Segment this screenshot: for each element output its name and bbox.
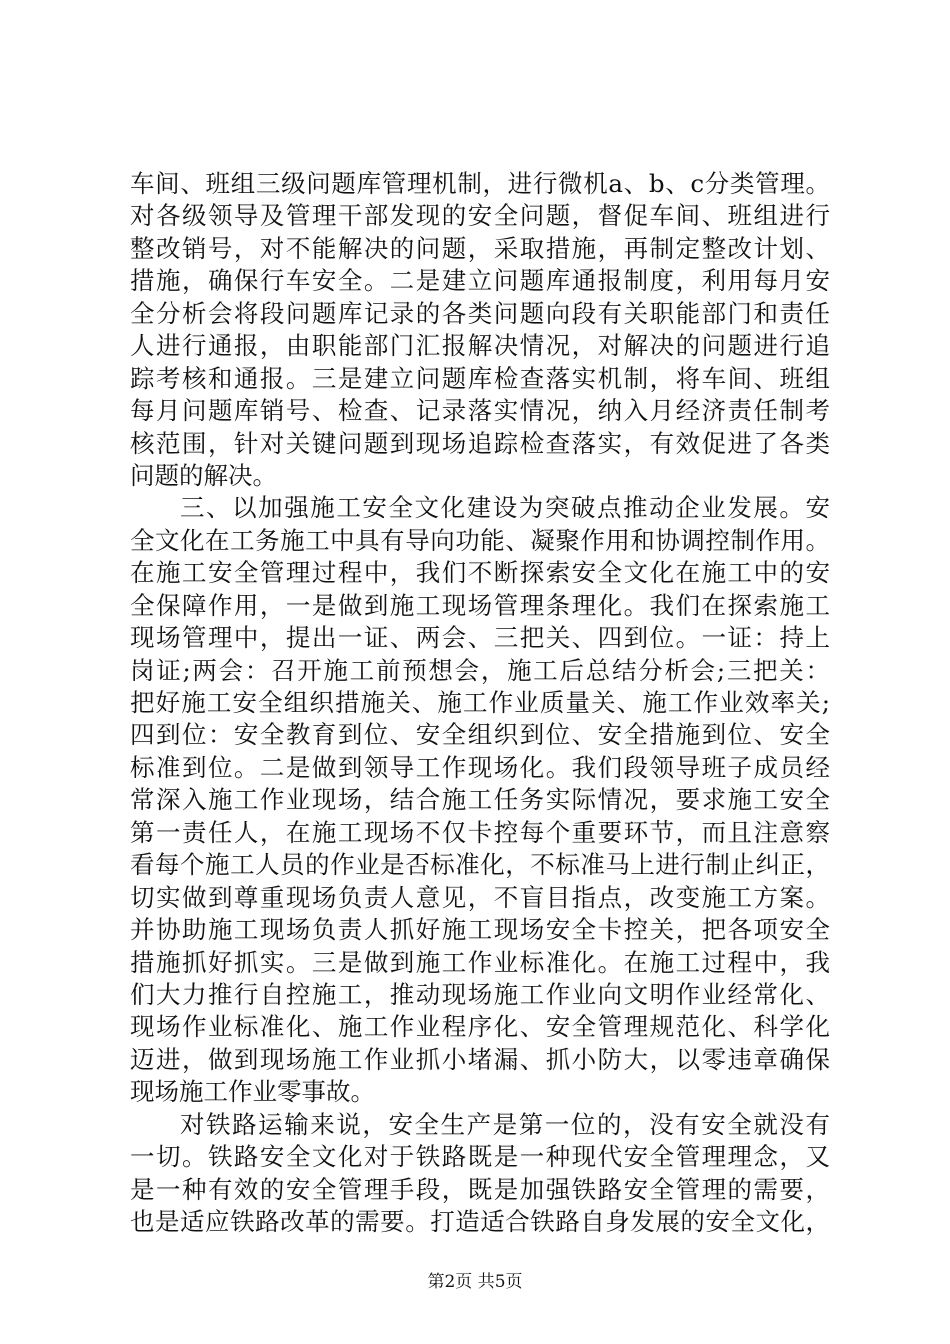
text-line: 把好施工安全组织措施关、施工作业质量关、施工作业效率关; (130, 688, 830, 717)
text-line: 一切。铁路安全文化对于铁路既是一种现代安全管理理念，又 (130, 1142, 830, 1172)
text-line: 第一责任人，在施工现场不仅卡控每个重要环节，而且注意察 (130, 817, 830, 847)
text-line: 常深入施工作业现场，结合施工任务实际情况，要求施工安全 (130, 785, 830, 815)
text-line: 三、以加强施工安全文化建设为突破点推动企业发展。安 (180, 493, 830, 523)
document-body (130, 168, 830, 1238)
page-number-label: 第2页 共5页 (427, 1272, 523, 1292)
paragraph-1 (130, 168, 830, 492)
text-line: 四到位：安全教育到位、安全组织到位、安全措施到位、安全 (130, 720, 830, 750)
text-line: 也是适应铁路改革的需要。打造适合铁路自身发展的安全文化， (130, 1207, 830, 1236)
text-line: 全保障作用，一是做到施工现场管理条理化。我们在探索施工 (130, 590, 830, 620)
text-line: 踪考核和通报。三是建立问题库检查落实机制，将车间、班组 (130, 363, 830, 393)
text-line: 措施抓好抓实。三是做到施工作业标准化。在施工过程中，我 (130, 947, 830, 977)
paragraph-2 (130, 492, 830, 1108)
text-line: 问题的解决。 (130, 460, 277, 490)
text-line: 全分析会将段问题库记录的各类问题向段有关职能部门和责任 (130, 298, 830, 328)
page-footer (0, 1271, 950, 1293)
text-line: 岗证;两会：召开施工前预想会，施工后总结分析会;三把关： (130, 655, 830, 685)
text-line: 们大力推行自控施工，推动现场施工作业向文明作业经常化、 (130, 979, 830, 1009)
text-line: 标准到位。二是做到领导工作现场化。我们段领导班子成员经 (130, 752, 830, 782)
text-line: 人进行通报，由职能部门汇报解决情况，对解决的问题进行追 (130, 331, 830, 361)
text-line: 迈进，做到现场施工作业抓小堵漏、抓小防大，以零违章确保 (130, 1044, 830, 1074)
text-line: 每月问题库销号、检查、记录落实情况，纳入月经济责任制考 (130, 396, 830, 426)
text-line: 现场管理中，提出一证、两会、三把关、四到位。一证：持上 (130, 623, 830, 653)
text-line: 切实做到尊重现场负责人意见，不盲目指点，改变施工方案。 (130, 882, 830, 912)
text-line: 在施工安全管理过程中，我们不断探索安全文化在施工中的安 (130, 558, 830, 588)
text-line: 并协助施工现场负责人抓好施工现场安全卡控关，把各项安全 (130, 915, 830, 945)
text-line: 对铁路运输来说，安全生产是第一位的，没有安全就没有 (180, 1109, 830, 1139)
text-line: 核范围，针对关键问题到现场追踪检查落实，有效促进了各类 (130, 428, 830, 458)
text-line: 车间、班组三级问题库管理机制，进行微机a、b、c分类管理。 (130, 169, 830, 198)
text-line: 看每个施工人员的作业是否标准化，不标准马上进行制止纠正， (130, 850, 830, 880)
text-line: 整改销号，对不能解决的问题，采取措施，再制定整改计划、 (130, 233, 830, 263)
text-line: 现场作业标准化、施工作业程序化、安全管理规范化、科学化 (130, 1012, 830, 1042)
text-line: 全文化在工务施工中具有导向功能、凝聚作用和协调控制作用。 (130, 525, 830, 555)
text-line: 现场施工作业零事故。 (130, 1077, 375, 1107)
paragraph-3 (130, 1109, 830, 1239)
text-line: 对各级领导及管理干部发现的安全问题，督促车间、班组进行 (130, 201, 830, 231)
text-line: 是一种有效的安全管理手段，既是加强铁路安全管理的需要， (130, 1174, 830, 1204)
text-line: 措施，确保行车安全。二是建立问题库通报制度，利用每月安 (130, 266, 830, 296)
